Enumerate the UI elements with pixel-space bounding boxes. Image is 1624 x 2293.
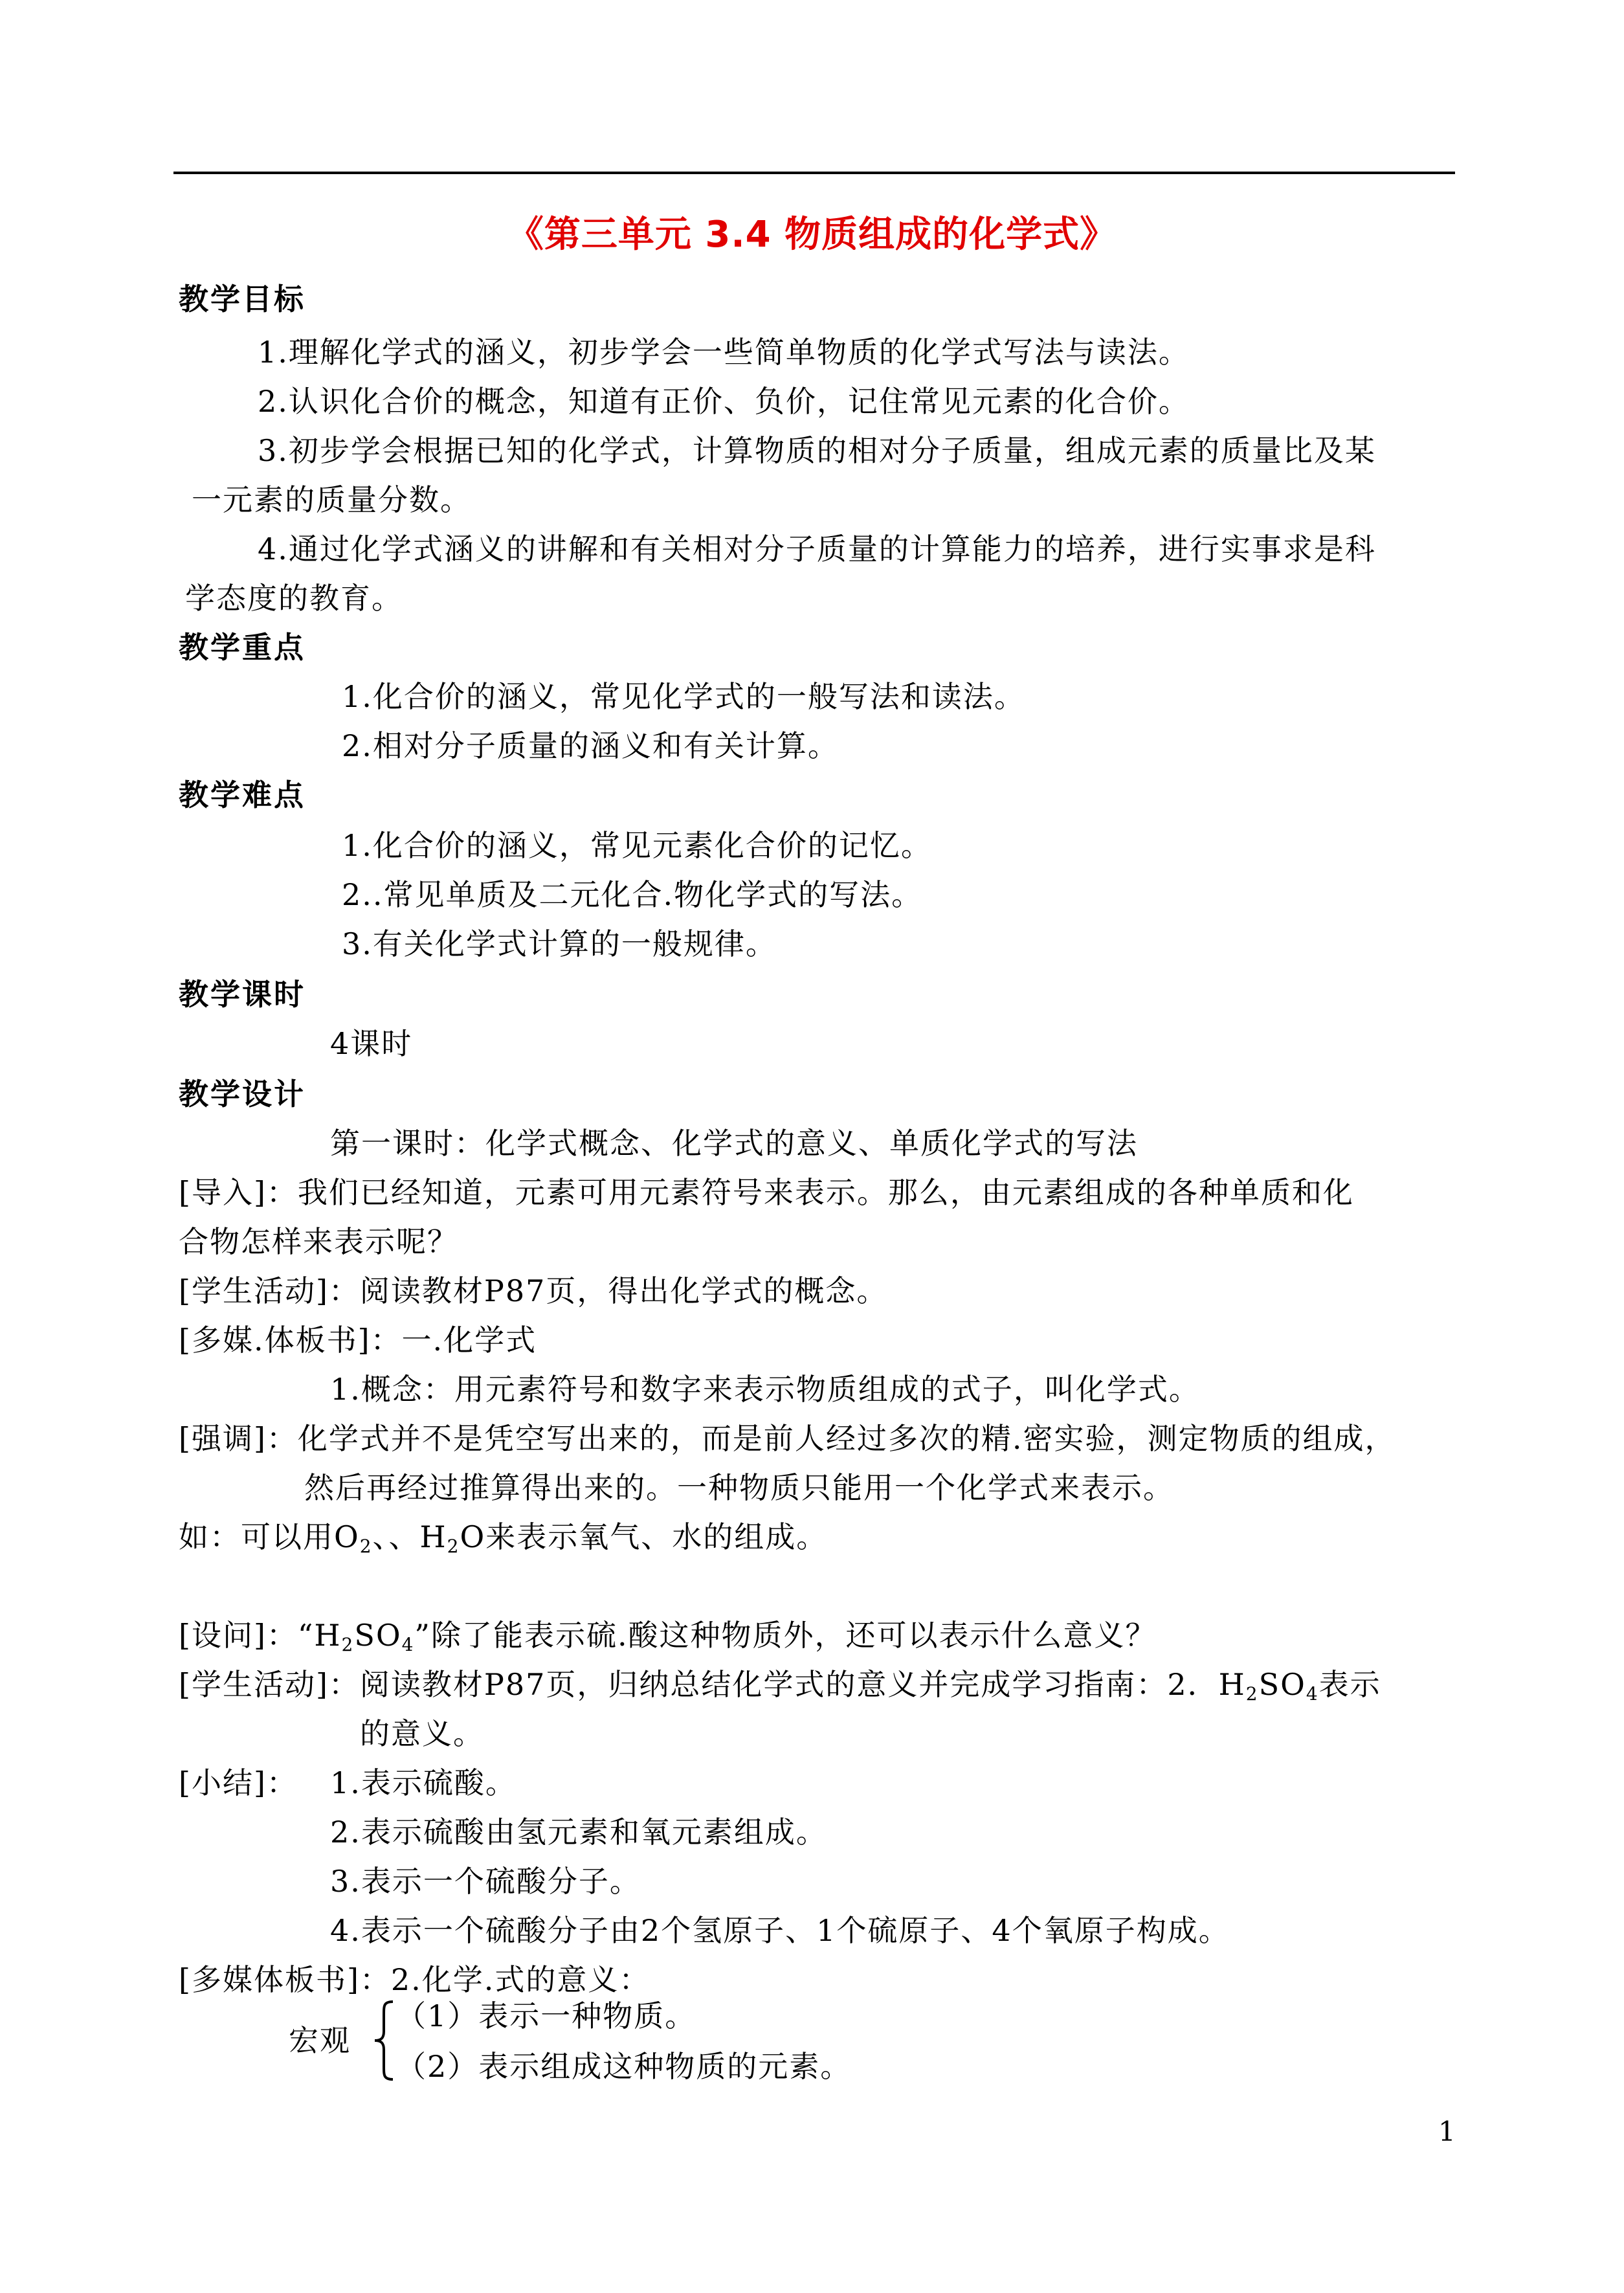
hours-heading: 教学课时 <box>179 977 306 1012</box>
board-2: [多媒体板书]：2.化学.式的意义： <box>179 1962 651 1997</box>
difficulty-1: 1.化合价的涵义，常见元素化合价的记忆。 <box>342 828 932 863</box>
activity-2b: 的意义。 <box>360 1716 484 1751</box>
goals-heading: 教学目标 <box>179 282 306 317</box>
summary-label: [小结]： <box>179 1765 298 1800</box>
emphasis-b: 然后再经过推算得出来的。一种物质只能用一个化学式来表示。 <box>304 1470 1174 1505</box>
lesson1-title: 第一课时：化学式概念、化学式的意义、单质化学式的写法 <box>330 1126 1138 1161</box>
activity-1: [学生活动]：阅读教材P87页，得出化学式的概念。 <box>179 1273 888 1308</box>
keypoint-2: 2.相对分子质量的涵义和有关计算。 <box>342 728 839 763</box>
difficulty-3: 3.有关化学式计算的一般规律。 <box>342 926 777 961</box>
intro-b: 合物怎样来表示呢？ <box>179 1224 458 1259</box>
summary-2: 2.表示硫酸由氢元素和氧元素组成。 <box>330 1815 827 1850</box>
curly-brace-icon <box>372 1999 395 2082</box>
question-line: [设问]：“$H_2SO_4$”除了能表示硫.酸这种物质外，还可以表示什么意义？ <box>179 1618 1157 1655</box>
difficulty-2: 2..常见单质及二元化合.物化学式的写法。 <box>342 877 923 912</box>
summary-3: 3.表示一个硫酸分子。 <box>330 1864 641 1899</box>
macro-1: （1）表示一种物质。 <box>396 1998 696 2033</box>
design-heading: 教学设计 <box>179 1077 306 1112</box>
goal-2: 2.认识化合价的概念，知道有正价、负价，记住常见元素的化合价。 <box>258 384 1190 419</box>
macro-2: （2）表示组成这种物质的元素。 <box>396 2049 852 2084</box>
summary-4: 4.表示一个硫酸分子由2个氢原子、1个硫原子、4个氧原子构成。 <box>330 1913 1230 1948</box>
macro-label: 宏观 <box>289 2023 351 2058</box>
goal-4a: 4.通过化学式涵义的讲解和有关相对分子质量的计算能力的培养，进行实事求是科 <box>258 531 1376 566</box>
example-line: 如：可以用$O_2$、、$H_2O$来表示氧气、水的组成。 <box>179 1519 828 1557</box>
page-number: 1 <box>1438 2116 1456 2147</box>
header-rule <box>173 172 1455 174</box>
hours-value: 4课时 <box>330 1026 413 1061</box>
keypoints-heading: 教学重点 <box>179 630 306 665</box>
document-title: 《第三单元 3.4 物质组成的化学式》 <box>507 214 1117 256</box>
emphasis-a: [强调]：化学式并不是凭空写出来的，而是前人经过多次的精.密实验，测定物质的组成， <box>179 1421 1396 1456</box>
goal-3a: 3.初步学会根据已知的化学式，计算物质的相对分子质量，组成元素的质量比及某 <box>258 433 1376 468</box>
difficulties-heading: 教学难点 <box>179 777 306 812</box>
keypoint-1: 1.化合价的涵义，常见化学式的一般写法和读法。 <box>342 679 1025 714</box>
concept: 1.概念：用元素符号和数字来表示物质组成的式子，叫化学式。 <box>330 1372 1200 1407</box>
activity-2a: [学生活动]：阅读教材P87页，归纳总结化学式的意义并完成学习指南：2．$H_2SO_4$表示 <box>179 1667 1381 1705</box>
goal-4b: 学态度的教育。 <box>185 581 403 616</box>
intro-a: [导入]：我们已经知道，元素可用元素符号来表示。那么，由元素组成的各种单质和化 <box>179 1175 1354 1210</box>
goal-3b: 一元素的质量分数。 <box>192 482 471 517</box>
goal-1: 1.理解化学式的涵义，初步学会一些简单物质的化学式写法与读法。 <box>258 335 1190 370</box>
summary-1: 1.表示硫酸。 <box>330 1765 517 1800</box>
board-1: [多媒.体板书]：一.化学式 <box>179 1323 537 1358</box>
